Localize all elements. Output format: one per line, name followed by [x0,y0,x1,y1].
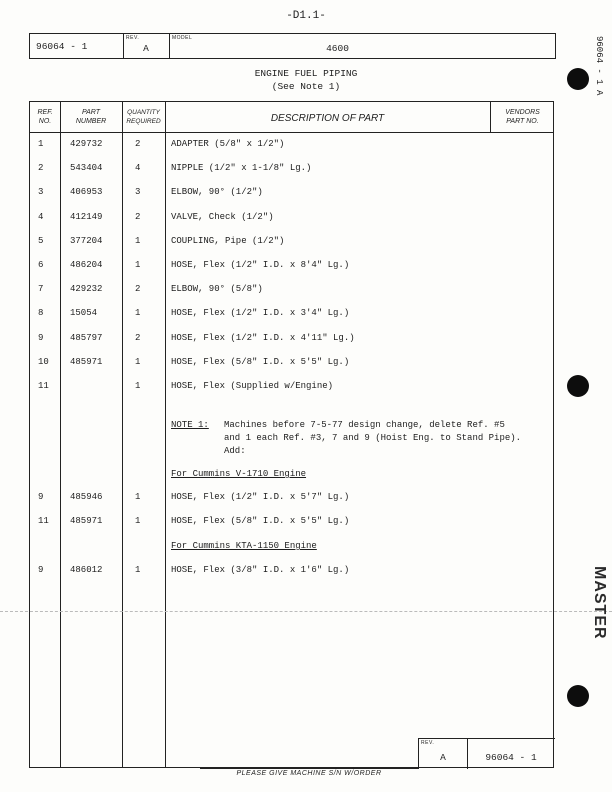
row-part-number: 485946 [70,492,103,502]
row-quantity: 2 [135,139,141,149]
row-part-number: 429732 [70,139,103,149]
row-ref: 10 [38,356,49,367]
footer-instruction: PLEASE GIVE MACHINE S/N W/ORDER [236,770,382,777]
row-description: NIPPLE (1/2" x 1-1/8" Lg.) [171,163,312,174]
scan-dash-line [0,611,612,612]
footer-rev: A [440,752,446,763]
row-ref: 4 [38,211,44,222]
row-quantity: 1 [135,356,141,367]
row-description: HOSE, Flex (1/2" I.D. x 5'7" Lg.) [171,492,350,502]
row-ref: 5 [38,235,44,246]
row-quantity: 4 [135,163,141,174]
row-description: HOSE, Flex (Supplied w/Engine) [171,381,334,391]
row-ref: 9 [38,332,44,343]
header-block [29,33,556,59]
row-part-number: 485797 [70,332,103,343]
row-quantity: 1 [135,492,141,502]
row-quantity: 2 [135,284,141,295]
row-ref: 11 [38,381,49,391]
col-description: DESCRIPTION OF PART [270,113,385,124]
row-quantity: 1 [135,565,141,575]
model-label: MODEL [172,35,193,41]
binder-hole-bottom [567,685,589,707]
header-rev: A [143,43,149,54]
page-subtitle: (See Note 1) [271,81,341,92]
row-part-number: 412149 [70,211,103,222]
row-ref: 2 [38,163,44,174]
row-part-number: 486204 [70,260,103,270]
col-part: PART NUMBER [75,109,107,125]
note-line-3: Add: [224,446,246,456]
row-description: HOSE, Flex (5/8" I.D. x 5'5" Lg.) [171,516,350,526]
row-quantity: 1 [135,516,141,526]
row-description: ADAPTER (5/8" x 1/2") [171,139,285,149]
page-title: ENGINE FUEL PIPING [254,68,358,79]
table-row [30,378,553,394]
table-row [30,489,553,505]
section-heading-v1710: For Cummins V-1710 Engine [171,469,307,479]
table-row [30,305,553,321]
row-description: HOSE, Flex (1/2" I.D. x 8'4" Lg.) [171,260,350,270]
row-ref: 3 [38,187,44,198]
note-line-1: Machines before 7-5-77 design change, delete Ref. #5 [224,420,505,430]
row-part-number: 377204 [70,235,103,246]
side-stamp: 96064 - 1 A [594,36,604,96]
row-description: ELBOW, 90° (1/2") [171,187,263,198]
row-ref: 9 [38,565,44,575]
row-quantity: 1 [135,381,141,391]
row-ref: 7 [38,284,44,295]
table-row [30,354,553,370]
master-stamp: MASTER [591,566,608,640]
row-ref: 8 [38,308,44,319]
note-label: NOTE 1: [171,420,209,430]
row-quantity: 1 [135,235,141,246]
row-quantity: 1 [135,260,141,270]
row-part-number: 543404 [70,163,103,174]
row-part-number: 429232 [70,284,103,295]
row-ref: 1 [38,139,44,149]
table-row [30,184,553,200]
row-ref: 9 [38,492,44,502]
footer-rev-box [418,738,555,769]
binder-hole-top [567,68,589,90]
row-quantity: 3 [135,187,141,198]
row-ref: 11 [38,516,49,526]
footer-part-number: 96064 - 1 [485,752,537,763]
row-ref: 6 [38,260,44,270]
row-quantity: 2 [135,211,141,222]
parts-table [29,101,554,768]
header-model: 4600 [326,43,349,54]
row-quantity: 1 [135,308,141,319]
note-line-2: and 1 each Ref. #3, 7 and 9 (Hoist Eng. to Stand Pipe). [224,433,522,443]
row-part-number: 486012 [70,565,103,575]
col-vendors: VENDORS PART NO. [505,109,540,125]
row-description: COUPLING, Pipe (1/2") [171,235,285,246]
table-row [30,513,553,529]
page-number: -D1.1- [286,10,326,22]
table-row [30,136,553,152]
table-row [30,281,553,297]
row-part-number: 15054 [70,308,98,319]
row-description: HOSE, Flex (1/2" I.D. x 4'11" Lg.) [171,332,355,343]
row-description: HOSE, Flex (1/2" I.D. x 3'4" Lg.) [171,308,350,319]
table-row [30,233,553,249]
row-description: VALVE, Check (1/2") [171,211,274,222]
row-description: ELBOW, 90° (5/8") [171,284,263,295]
table-row [30,160,553,176]
rev-label: REV. [126,35,140,41]
footer-rev-label: REV. [421,740,435,746]
col-ref: REF. NO. [37,109,53,125]
row-part-number: 406953 [70,187,103,198]
section-heading-kta1150: For Cummins KTA-1150 Engine [171,541,317,551]
row-part-number: 485971 [70,516,103,526]
row-part-number: 485971 [70,356,103,367]
table-row [30,209,553,225]
row-description: HOSE, Flex (5/8" I.D. x 5'5" Lg.) [171,356,350,367]
header-part-number: 96064 - 1 [36,41,88,52]
table-row [30,257,553,273]
table-row [30,330,553,346]
row-quantity: 2 [135,332,141,343]
col-qty: QUANTITY REQUIRED [126,109,161,125]
binder-hole-middle [567,375,589,397]
table-row [30,562,553,578]
row-description: HOSE, Flex (3/8" I.D. x 1'6" Lg.) [171,565,350,575]
